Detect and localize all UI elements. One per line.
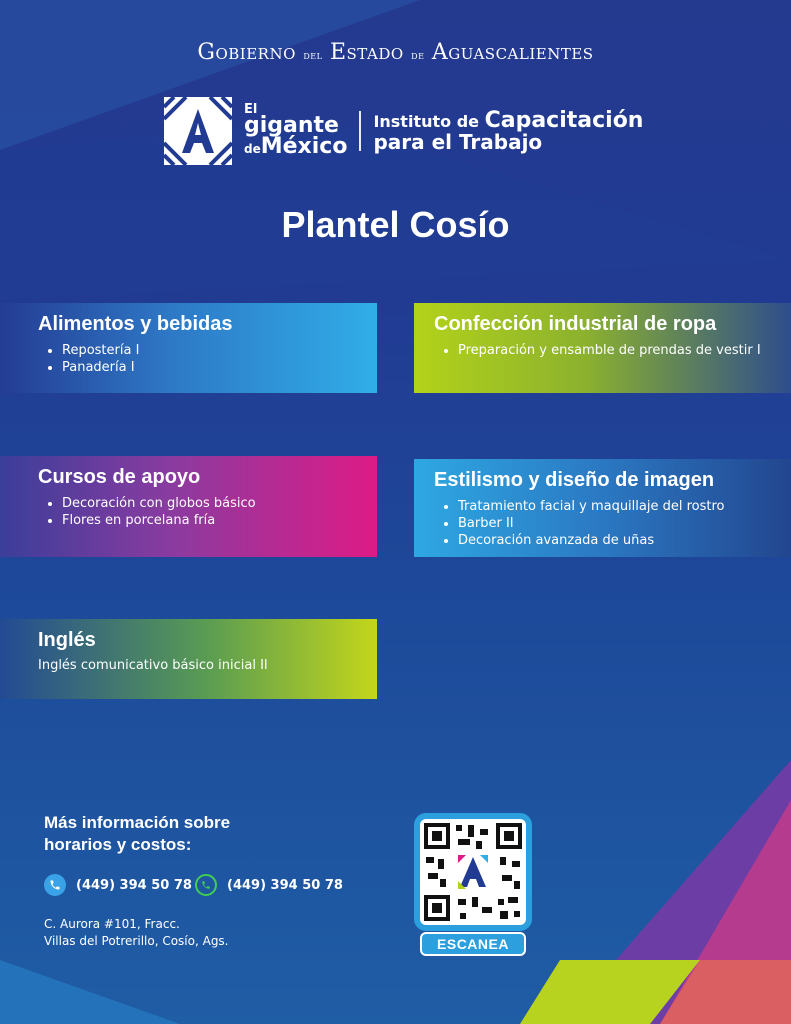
- card-title: Confección industrial de ropa: [434, 313, 717, 335]
- card-title: Cursos de apoyo: [38, 466, 201, 488]
- gov-word-1: Gobierno: [197, 40, 296, 65]
- whatsapp-contact[interactable]: [195, 874, 343, 896]
- list-item: • Barber II: [458, 515, 777, 532]
- card-cursos-apoyo: [0, 456, 377, 557]
- page-title: Plantel Cosío: [281, 204, 510, 245]
- list-item: • Preparación y ensamble de prendas de vestir I: [458, 342, 777, 359]
- government-header: [0, 40, 791, 65]
- gov-word-2: del: [303, 48, 323, 62]
- brand-mexico: México: [260, 134, 348, 160]
- card-title: Estilismo y diseño de imagen: [434, 469, 715, 491]
- info-line-2: horarios y costos:: [44, 835, 192, 854]
- card-list: [38, 495, 363, 529]
- card-title: Alimentos y bebidas: [38, 313, 233, 335]
- list-item: • Decoración avanzada de uñas: [458, 532, 777, 549]
- brand-el: El: [244, 101, 258, 117]
- card-list: [38, 342, 363, 376]
- card-text: Inglés comunicativo básico inicial II: [38, 658, 268, 673]
- a-logo-icon: [164, 97, 232, 165]
- gigante-brand: [244, 101, 348, 160]
- institute-name: [373, 109, 643, 153]
- card-alimentos: [0, 303, 377, 393]
- logo-row: [164, 96, 643, 166]
- brand-gigante: gigante: [244, 113, 339, 139]
- card-list: [434, 342, 777, 359]
- whatsapp-icon: [195, 874, 217, 896]
- card-title: Inglés: [38, 629, 96, 651]
- list-item: • Flores en porcelana fría: [62, 512, 363, 529]
- address: [44, 916, 229, 950]
- card-confeccion: [414, 303, 791, 393]
- brand-de: de: [244, 142, 261, 157]
- list-item: • Repostería I: [62, 342, 363, 359]
- card-list: [434, 498, 777, 549]
- address-line-2: Villas del Potrerillo, Cosío, Ags.: [44, 934, 229, 948]
- inst-line1b: Capacitación: [484, 107, 644, 133]
- whatsapp-number: (449) 394 50 78: [227, 877, 343, 893]
- gov-word-5: Aguascalientes: [431, 40, 594, 65]
- gov-word-3: Estado: [329, 40, 404, 65]
- phone-icon: [44, 874, 66, 896]
- info-line-1: Más información sobre: [44, 813, 231, 832]
- qr-image: [420, 819, 526, 925]
- info-heading: [44, 812, 230, 856]
- qr-pattern: [420, 819, 526, 925]
- list-item: • Tratamiento facial y maquillaje del rostro: [458, 498, 777, 515]
- phone-number: (449) 394 50 78: [76, 877, 192, 893]
- card-estilismo: [414, 459, 791, 557]
- logo-divider: [359, 111, 361, 151]
- gov-word-4: de: [411, 48, 425, 62]
- list-item: • Decoración con globos básico: [62, 495, 363, 512]
- list-item: • Panadería I: [62, 359, 363, 376]
- phone-contact[interactable]: [44, 874, 192, 896]
- qr-code[interactable]: [414, 813, 532, 931]
- card-ingles: [0, 619, 377, 699]
- scan-label: ESCANEA: [420, 932, 526, 956]
- inst-line1a: Instituto de: [373, 111, 479, 131]
- inst-line2: para el Trabajo: [373, 130, 543, 155]
- address-line-1: C. Aurora #101, Fracc.: [44, 917, 180, 931]
